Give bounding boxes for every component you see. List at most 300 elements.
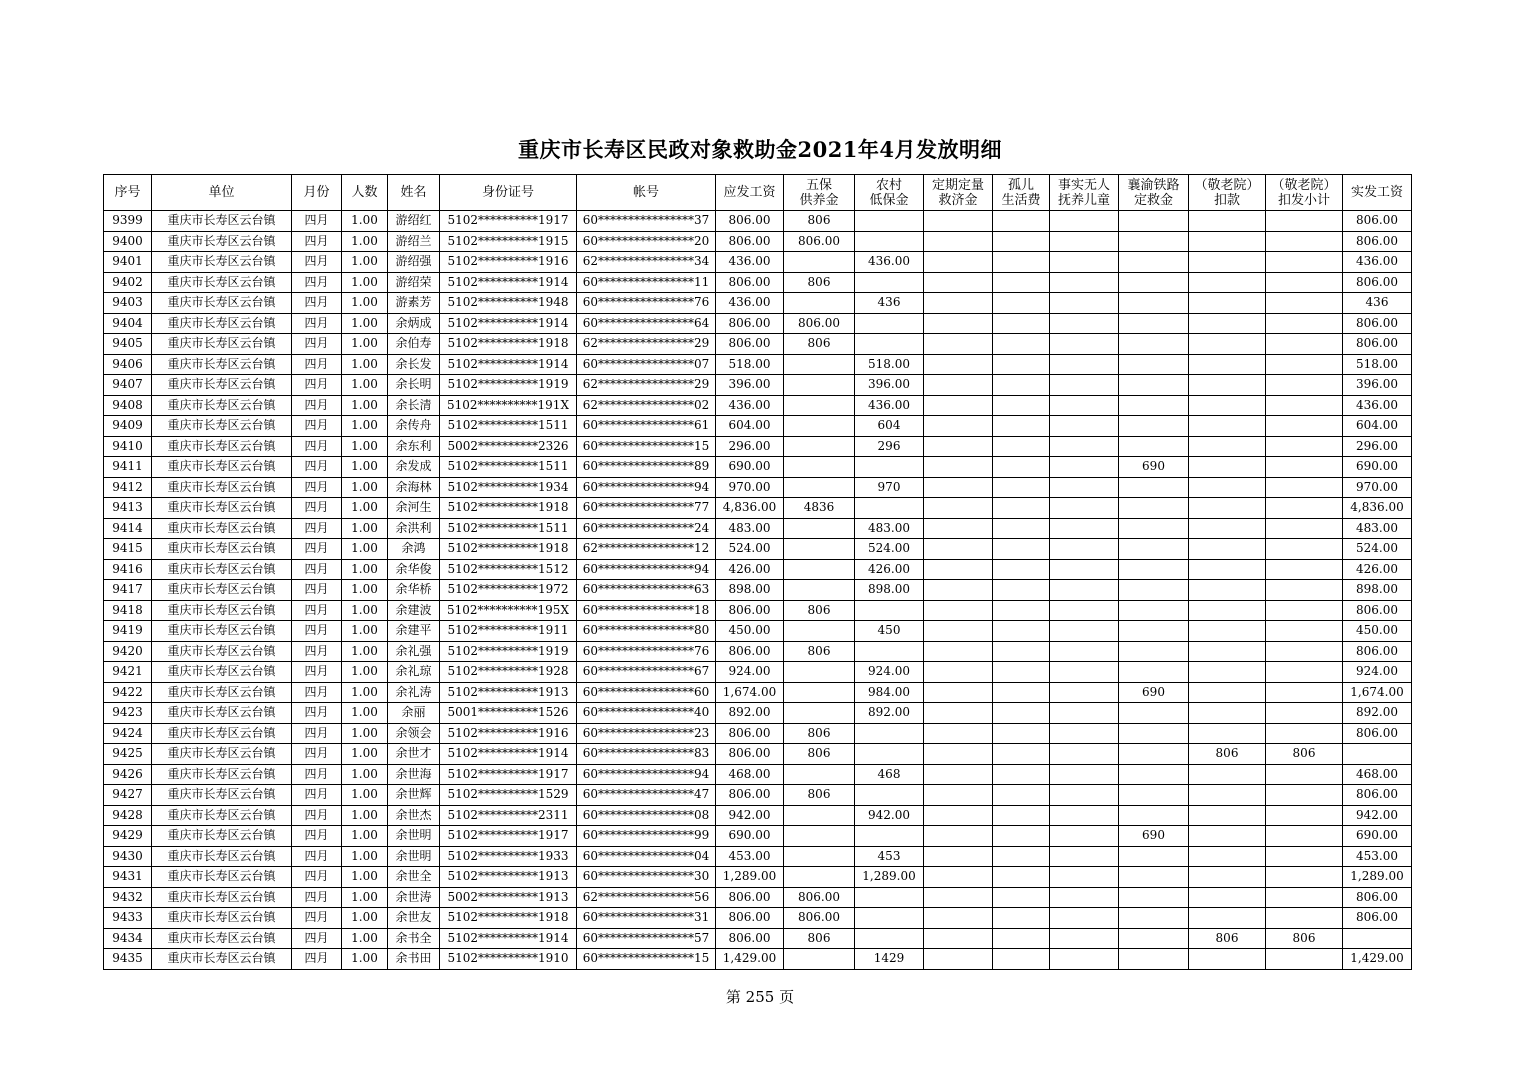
cell-unit: 重庆市长寿区云台镇 (152, 744, 292, 765)
cell-orphan-allowance (993, 703, 1050, 724)
cell-id-number: 5102**********1910 (440, 949, 577, 970)
cell-id-number: 5102**********1918 (440, 498, 577, 519)
cell-rural-subsistence (855, 231, 924, 252)
cell-orphan-allowance (993, 580, 1050, 601)
cell-count: 1.00 (342, 457, 388, 478)
cell-nursing-deduction (1189, 272, 1266, 293)
cell-orphan-allowance (993, 621, 1050, 642)
cell-name: 余长发 (388, 354, 440, 375)
cell-rural-subsistence (855, 887, 924, 908)
cell-five-guarantee: 806 (784, 600, 855, 621)
cell-unattended-child (1050, 641, 1119, 662)
cell-nursing-subtotal (1266, 457, 1343, 478)
cell-unattended-child (1050, 375, 1119, 396)
cell-nursing-subtotal (1266, 846, 1343, 867)
cell-unit: 重庆市长寿区云台镇 (152, 764, 292, 785)
cell-seq: 9419 (104, 621, 152, 642)
cell-railway-relief (1119, 764, 1189, 785)
cell-name: 余建平 (388, 621, 440, 642)
cell-nursing-subtotal (1266, 826, 1343, 847)
cell-nursing-subtotal (1266, 805, 1343, 826)
cell-count: 1.00 (342, 559, 388, 580)
cell-month: 四月 (292, 723, 342, 744)
cell-payable: 806.00 (716, 211, 784, 232)
cell-railway-relief (1119, 662, 1189, 683)
cell-payable: 806.00 (716, 231, 784, 252)
cell-seq: 9399 (104, 211, 152, 232)
cell-month: 四月 (292, 580, 342, 601)
table-row (104, 293, 1412, 314)
cell-name: 余炳成 (388, 313, 440, 334)
cell-seq: 9421 (104, 662, 152, 683)
cell-month: 四月 (292, 785, 342, 806)
cell-id-number: 5102**********1916 (440, 252, 577, 273)
cell-month: 四月 (292, 539, 342, 560)
column-header-unattended-child: 事实无人 抚养儿童 (1050, 175, 1119, 211)
cell-count: 1.00 (342, 272, 388, 293)
cell-account: 60****************99 (577, 826, 716, 847)
cell-nursing-deduction: 806 (1189, 744, 1266, 765)
cell-month: 四月 (292, 764, 342, 785)
cell-unit: 重庆市长寿区云台镇 (152, 231, 292, 252)
cell-name: 游绍兰 (388, 231, 440, 252)
cell-actual-pay: 450.00 (1343, 621, 1412, 642)
cell-rural-subsistence (855, 723, 924, 744)
cell-actual-pay: 806.00 (1343, 600, 1412, 621)
cell-nursing-deduction (1189, 375, 1266, 396)
cell-nursing-deduction (1189, 518, 1266, 539)
cell-orphan-allowance (993, 785, 1050, 806)
cell-actual-pay: 396.00 (1343, 375, 1412, 396)
cell-account: 60****************60 (577, 682, 716, 703)
cell-actual-pay: 436.00 (1343, 395, 1412, 416)
cell-id-number: 5102**********191X (440, 395, 577, 416)
cell-orphan-allowance (993, 600, 1050, 621)
cell-five-guarantee (784, 580, 855, 601)
cell-id-number: 5102**********1913 (440, 682, 577, 703)
cell-seq: 9407 (104, 375, 152, 396)
cell-account: 60****************15 (577, 949, 716, 970)
cell-railway-relief: 690 (1119, 457, 1189, 478)
table-row (104, 539, 1412, 560)
column-header-railway-relief: 襄渝铁路 定救金 (1119, 175, 1189, 211)
cell-five-guarantee (784, 559, 855, 580)
cell-name: 余世杰 (388, 805, 440, 826)
cell-seq: 9409 (104, 416, 152, 437)
cell-name: 余东利 (388, 436, 440, 457)
cell-seq: 9434 (104, 928, 152, 949)
cell-nursing-subtotal (1266, 375, 1343, 396)
cell-orphan-allowance (993, 334, 1050, 355)
cell-five-guarantee (784, 826, 855, 847)
cell-nursing-subtotal (1266, 559, 1343, 580)
cell-unit: 重庆市长寿区云台镇 (152, 805, 292, 826)
cell-orphan-allowance (993, 887, 1050, 908)
cell-nursing-subtotal (1266, 785, 1343, 806)
cell-nursing-subtotal (1266, 908, 1343, 929)
table-row (104, 764, 1412, 785)
cell-railway-relief (1119, 641, 1189, 662)
cell-rural-subsistence: 450 (855, 621, 924, 642)
cell-rural-subsistence: 396.00 (855, 375, 924, 396)
cell-actual-pay: 1,429.00 (1343, 949, 1412, 970)
cell-orphan-allowance (993, 436, 1050, 457)
cell-fixed-relief (924, 826, 993, 847)
cell-nursing-deduction (1189, 211, 1266, 232)
table-row (104, 846, 1412, 867)
cell-nursing-deduction (1189, 785, 1266, 806)
cell-month: 四月 (292, 354, 342, 375)
cell-unattended-child (1050, 559, 1119, 580)
cell-railway-relief (1119, 498, 1189, 519)
cell-nursing-deduction (1189, 477, 1266, 498)
cell-five-guarantee (784, 252, 855, 273)
cell-count: 1.00 (342, 662, 388, 683)
cell-seq: 9426 (104, 764, 152, 785)
cell-nursing-subtotal (1266, 334, 1343, 355)
cell-rural-subsistence: 604 (855, 416, 924, 437)
cell-nursing-deduction (1189, 662, 1266, 683)
cell-seq: 9406 (104, 354, 152, 375)
cell-seq: 9427 (104, 785, 152, 806)
cell-unit: 重庆市长寿区云台镇 (152, 272, 292, 293)
cell-unit: 重庆市长寿区云台镇 (152, 703, 292, 724)
table-row (104, 662, 1412, 683)
cell-month: 四月 (292, 272, 342, 293)
cell-unit: 重庆市长寿区云台镇 (152, 641, 292, 662)
cell-fixed-relief (924, 703, 993, 724)
table-header (104, 175, 1412, 211)
cell-unattended-child (1050, 416, 1119, 437)
cell-five-guarantee (784, 682, 855, 703)
cell-unit: 重庆市长寿区云台镇 (152, 826, 292, 847)
cell-five-guarantee (784, 662, 855, 683)
cell-account: 60****************18 (577, 600, 716, 621)
cell-id-number: 5102**********1529 (440, 785, 577, 806)
cell-actual-pay: 806.00 (1343, 785, 1412, 806)
cell-seq: 9416 (104, 559, 152, 580)
table-row (104, 887, 1412, 908)
cell-payable: 604.00 (716, 416, 784, 437)
cell-nursing-subtotal (1266, 867, 1343, 888)
cell-account: 62****************29 (577, 334, 716, 355)
cell-orphan-allowance (993, 539, 1050, 560)
cell-fixed-relief (924, 477, 993, 498)
cell-rural-subsistence (855, 908, 924, 929)
cell-unattended-child (1050, 703, 1119, 724)
cell-month: 四月 (292, 641, 342, 662)
cell-unattended-child (1050, 498, 1119, 519)
cell-nursing-deduction (1189, 539, 1266, 560)
cell-month: 四月 (292, 457, 342, 478)
cell-month: 四月 (292, 846, 342, 867)
cell-id-number: 5102**********1917 (440, 211, 577, 232)
cell-unattended-child (1050, 826, 1119, 847)
cell-account: 60****************23 (577, 723, 716, 744)
cell-nursing-subtotal (1266, 949, 1343, 970)
cell-five-guarantee (784, 395, 855, 416)
cell-month: 四月 (292, 559, 342, 580)
cell-payable: 450.00 (716, 621, 784, 642)
cell-rural-subsistence (855, 641, 924, 662)
cell-name: 余世辉 (388, 785, 440, 806)
cell-count: 1.00 (342, 600, 388, 621)
cell-payable: 1,674.00 (716, 682, 784, 703)
cell-month: 四月 (292, 231, 342, 252)
cell-unattended-child (1050, 477, 1119, 498)
table-row (104, 867, 1412, 888)
cell-orphan-allowance (993, 272, 1050, 293)
cell-actual-pay: 4,836.00 (1343, 498, 1412, 519)
cell-name: 余洪利 (388, 518, 440, 539)
column-header-nursing-subtotal: （敬老院） 扣发小计 (1266, 175, 1343, 211)
cell-unit: 重庆市长寿区云台镇 (152, 498, 292, 519)
cell-nursing-subtotal (1266, 764, 1343, 785)
cell-account: 60****************11 (577, 272, 716, 293)
cell-id-number: 5102**********1914 (440, 744, 577, 765)
cell-actual-pay: 924.00 (1343, 662, 1412, 683)
cell-five-guarantee (784, 416, 855, 437)
cell-id-number: 5102**********1948 (440, 293, 577, 314)
table-row (104, 518, 1412, 539)
cell-rural-subsistence: 518.00 (855, 354, 924, 375)
cell-payable: 296.00 (716, 436, 784, 457)
cell-nursing-deduction (1189, 436, 1266, 457)
cell-fixed-relief (924, 928, 993, 949)
cell-month: 四月 (292, 498, 342, 519)
cell-name: 余长清 (388, 395, 440, 416)
cell-seq: 9412 (104, 477, 152, 498)
payment-table (103, 174, 1412, 970)
cell-five-guarantee: 806 (784, 744, 855, 765)
cell-name: 余世明 (388, 826, 440, 847)
cell-fixed-relief (924, 334, 993, 355)
cell-fixed-relief (924, 539, 993, 560)
cell-payable: 806.00 (716, 600, 784, 621)
cell-payable: 483.00 (716, 518, 784, 539)
cell-orphan-allowance (993, 723, 1050, 744)
cell-count: 1.00 (342, 354, 388, 375)
cell-unattended-child (1050, 211, 1119, 232)
cell-seq: 9415 (104, 539, 152, 560)
table-row (104, 949, 1412, 970)
cell-unit: 重庆市长寿区云台镇 (152, 334, 292, 355)
cell-rural-subsistence (855, 313, 924, 334)
cell-rural-subsistence (855, 826, 924, 847)
cell-fixed-relief (924, 949, 993, 970)
cell-name: 余丽 (388, 703, 440, 724)
cell-nursing-subtotal (1266, 621, 1343, 642)
cell-railway-relief (1119, 231, 1189, 252)
cell-count: 1.00 (342, 498, 388, 519)
cell-nursing-subtotal (1266, 211, 1343, 232)
cell-fixed-relief (924, 580, 993, 601)
cell-nursing-deduction (1189, 498, 1266, 519)
cell-month: 四月 (292, 621, 342, 642)
cell-nursing-deduction (1189, 457, 1266, 478)
cell-railway-relief: 690 (1119, 682, 1189, 703)
column-header-five-guarantee: 五保 供养金 (784, 175, 855, 211)
cell-railway-relief (1119, 580, 1189, 601)
cell-account: 60****************40 (577, 703, 716, 724)
cell-id-number: 5102**********1917 (440, 826, 577, 847)
table-row (104, 600, 1412, 621)
cell-month: 四月 (292, 805, 342, 826)
cell-unattended-child (1050, 928, 1119, 949)
cell-rural-subsistence: 924.00 (855, 662, 924, 683)
cell-railway-relief (1119, 867, 1189, 888)
cell-unattended-child (1050, 436, 1119, 457)
cell-orphan-allowance (993, 846, 1050, 867)
cell-five-guarantee (784, 293, 855, 314)
cell-nursing-deduction (1189, 764, 1266, 785)
cell-name: 余华俊 (388, 559, 440, 580)
cell-nursing-deduction (1189, 416, 1266, 437)
cell-month: 四月 (292, 252, 342, 273)
cell-count: 1.00 (342, 252, 388, 273)
cell-nursing-deduction (1189, 826, 1266, 847)
cell-id-number: 5102**********1918 (440, 908, 577, 929)
cell-unattended-child (1050, 662, 1119, 683)
cell-unit: 重庆市长寿区云台镇 (152, 928, 292, 949)
cell-id-number: 5102**********1919 (440, 375, 577, 396)
cell-fixed-relief (924, 395, 993, 416)
table-row (104, 908, 1412, 929)
column-header-seq: 序号 (104, 175, 152, 211)
cell-actual-pay: 806.00 (1343, 887, 1412, 908)
cell-unit: 重庆市长寿区云台镇 (152, 477, 292, 498)
cell-nursing-subtotal: 806 (1266, 744, 1343, 765)
cell-month: 四月 (292, 518, 342, 539)
cell-name: 余书全 (388, 928, 440, 949)
cell-unattended-child (1050, 682, 1119, 703)
column-header-payable: 应发工资 (716, 175, 784, 211)
cell-nursing-subtotal (1266, 416, 1343, 437)
cell-orphan-allowance (993, 867, 1050, 888)
cell-orphan-allowance (993, 293, 1050, 314)
cell-nursing-deduction (1189, 313, 1266, 334)
cell-month: 四月 (292, 416, 342, 437)
cell-fixed-relief (924, 436, 993, 457)
cell-name: 余华桥 (388, 580, 440, 601)
cell-fixed-relief (924, 682, 993, 703)
cell-count: 1.00 (342, 477, 388, 498)
cell-month: 四月 (292, 395, 342, 416)
cell-seq: 9429 (104, 826, 152, 847)
cell-name: 余礼强 (388, 641, 440, 662)
cell-seq: 9424 (104, 723, 152, 744)
cell-fixed-relief (924, 600, 993, 621)
cell-actual-pay: 483.00 (1343, 518, 1412, 539)
cell-actual-pay: 806.00 (1343, 313, 1412, 334)
cell-nursing-deduction (1189, 334, 1266, 355)
cell-rural-subsistence: 436 (855, 293, 924, 314)
cell-unit: 重庆市长寿区云台镇 (152, 887, 292, 908)
cell-railway-relief (1119, 436, 1189, 457)
cell-actual-pay (1343, 744, 1412, 765)
cell-id-number: 5102**********1917 (440, 764, 577, 785)
cell-account: 60****************30 (577, 867, 716, 888)
cell-unit: 重庆市长寿区云台镇 (152, 846, 292, 867)
column-header-name: 姓名 (388, 175, 440, 211)
cell-five-guarantee: 806.00 (784, 231, 855, 252)
cell-five-guarantee (784, 846, 855, 867)
cell-orphan-allowance (993, 498, 1050, 519)
cell-orphan-allowance (993, 416, 1050, 437)
table-row (104, 272, 1412, 293)
cell-count: 1.00 (342, 580, 388, 601)
cell-month: 四月 (292, 682, 342, 703)
cell-actual-pay: 806.00 (1343, 231, 1412, 252)
cell-month: 四月 (292, 662, 342, 683)
cell-id-number: 5102**********1511 (440, 416, 577, 437)
cell-count: 1.00 (342, 785, 388, 806)
cell-id-number: 5102**********1928 (440, 662, 577, 683)
cell-month: 四月 (292, 949, 342, 970)
cell-rural-subsistence: 453 (855, 846, 924, 867)
cell-id-number: 5102**********1911 (440, 621, 577, 642)
cell-nursing-deduction (1189, 703, 1266, 724)
cell-payable: 806.00 (716, 785, 784, 806)
cell-unattended-child (1050, 395, 1119, 416)
cell-id-number: 5102**********2311 (440, 805, 577, 826)
cell-rural-subsistence (855, 498, 924, 519)
cell-seq: 9433 (104, 908, 152, 929)
cell-id-number: 5102**********1914 (440, 272, 577, 293)
cell-actual-pay: 690.00 (1343, 457, 1412, 478)
cell-unit: 重庆市长寿区云台镇 (152, 354, 292, 375)
cell-id-number: 5102**********1914 (440, 928, 577, 949)
cell-id-number: 5102**********1933 (440, 846, 577, 867)
cell-account: 60****************24 (577, 518, 716, 539)
cell-unit: 重庆市长寿区云台镇 (152, 416, 292, 437)
cell-unattended-child (1050, 334, 1119, 355)
cell-nursing-subtotal (1266, 313, 1343, 334)
table-row (104, 682, 1412, 703)
cell-account: 62****************34 (577, 252, 716, 273)
cell-five-guarantee: 806 (784, 785, 855, 806)
cell-unattended-child (1050, 600, 1119, 621)
cell-month: 四月 (292, 293, 342, 314)
cell-unit: 重庆市长寿区云台镇 (152, 559, 292, 580)
cell-orphan-allowance (993, 354, 1050, 375)
page-number: 第 255 页 (725, 988, 795, 1006)
cell-name: 余河生 (388, 498, 440, 519)
cell-unit: 重庆市长寿区云台镇 (152, 723, 292, 744)
cell-nursing-subtotal (1266, 395, 1343, 416)
cell-count: 1.00 (342, 846, 388, 867)
cell-payable: 426.00 (716, 559, 784, 580)
cell-id-number: 5102**********1913 (440, 867, 577, 888)
cell-name: 余伯寿 (388, 334, 440, 355)
cell-rural-subsistence: 984.00 (855, 682, 924, 703)
cell-unattended-child (1050, 621, 1119, 642)
cell-fixed-relief (924, 252, 993, 273)
cell-id-number: 5001**********1526 (440, 703, 577, 724)
cell-nursing-subtotal (1266, 436, 1343, 457)
cell-count: 1.00 (342, 231, 388, 252)
cell-payable: 436.00 (716, 395, 784, 416)
cell-count: 1.00 (342, 621, 388, 642)
cell-orphan-allowance (993, 805, 1050, 826)
cell-seq: 9428 (104, 805, 152, 826)
cell-name: 游素芳 (388, 293, 440, 314)
cell-actual-pay: 453.00 (1343, 846, 1412, 867)
cell-payable: 1,289.00 (716, 867, 784, 888)
cell-orphan-allowance (993, 518, 1050, 539)
cell-payable: 396.00 (716, 375, 784, 396)
table-row (104, 354, 1412, 375)
